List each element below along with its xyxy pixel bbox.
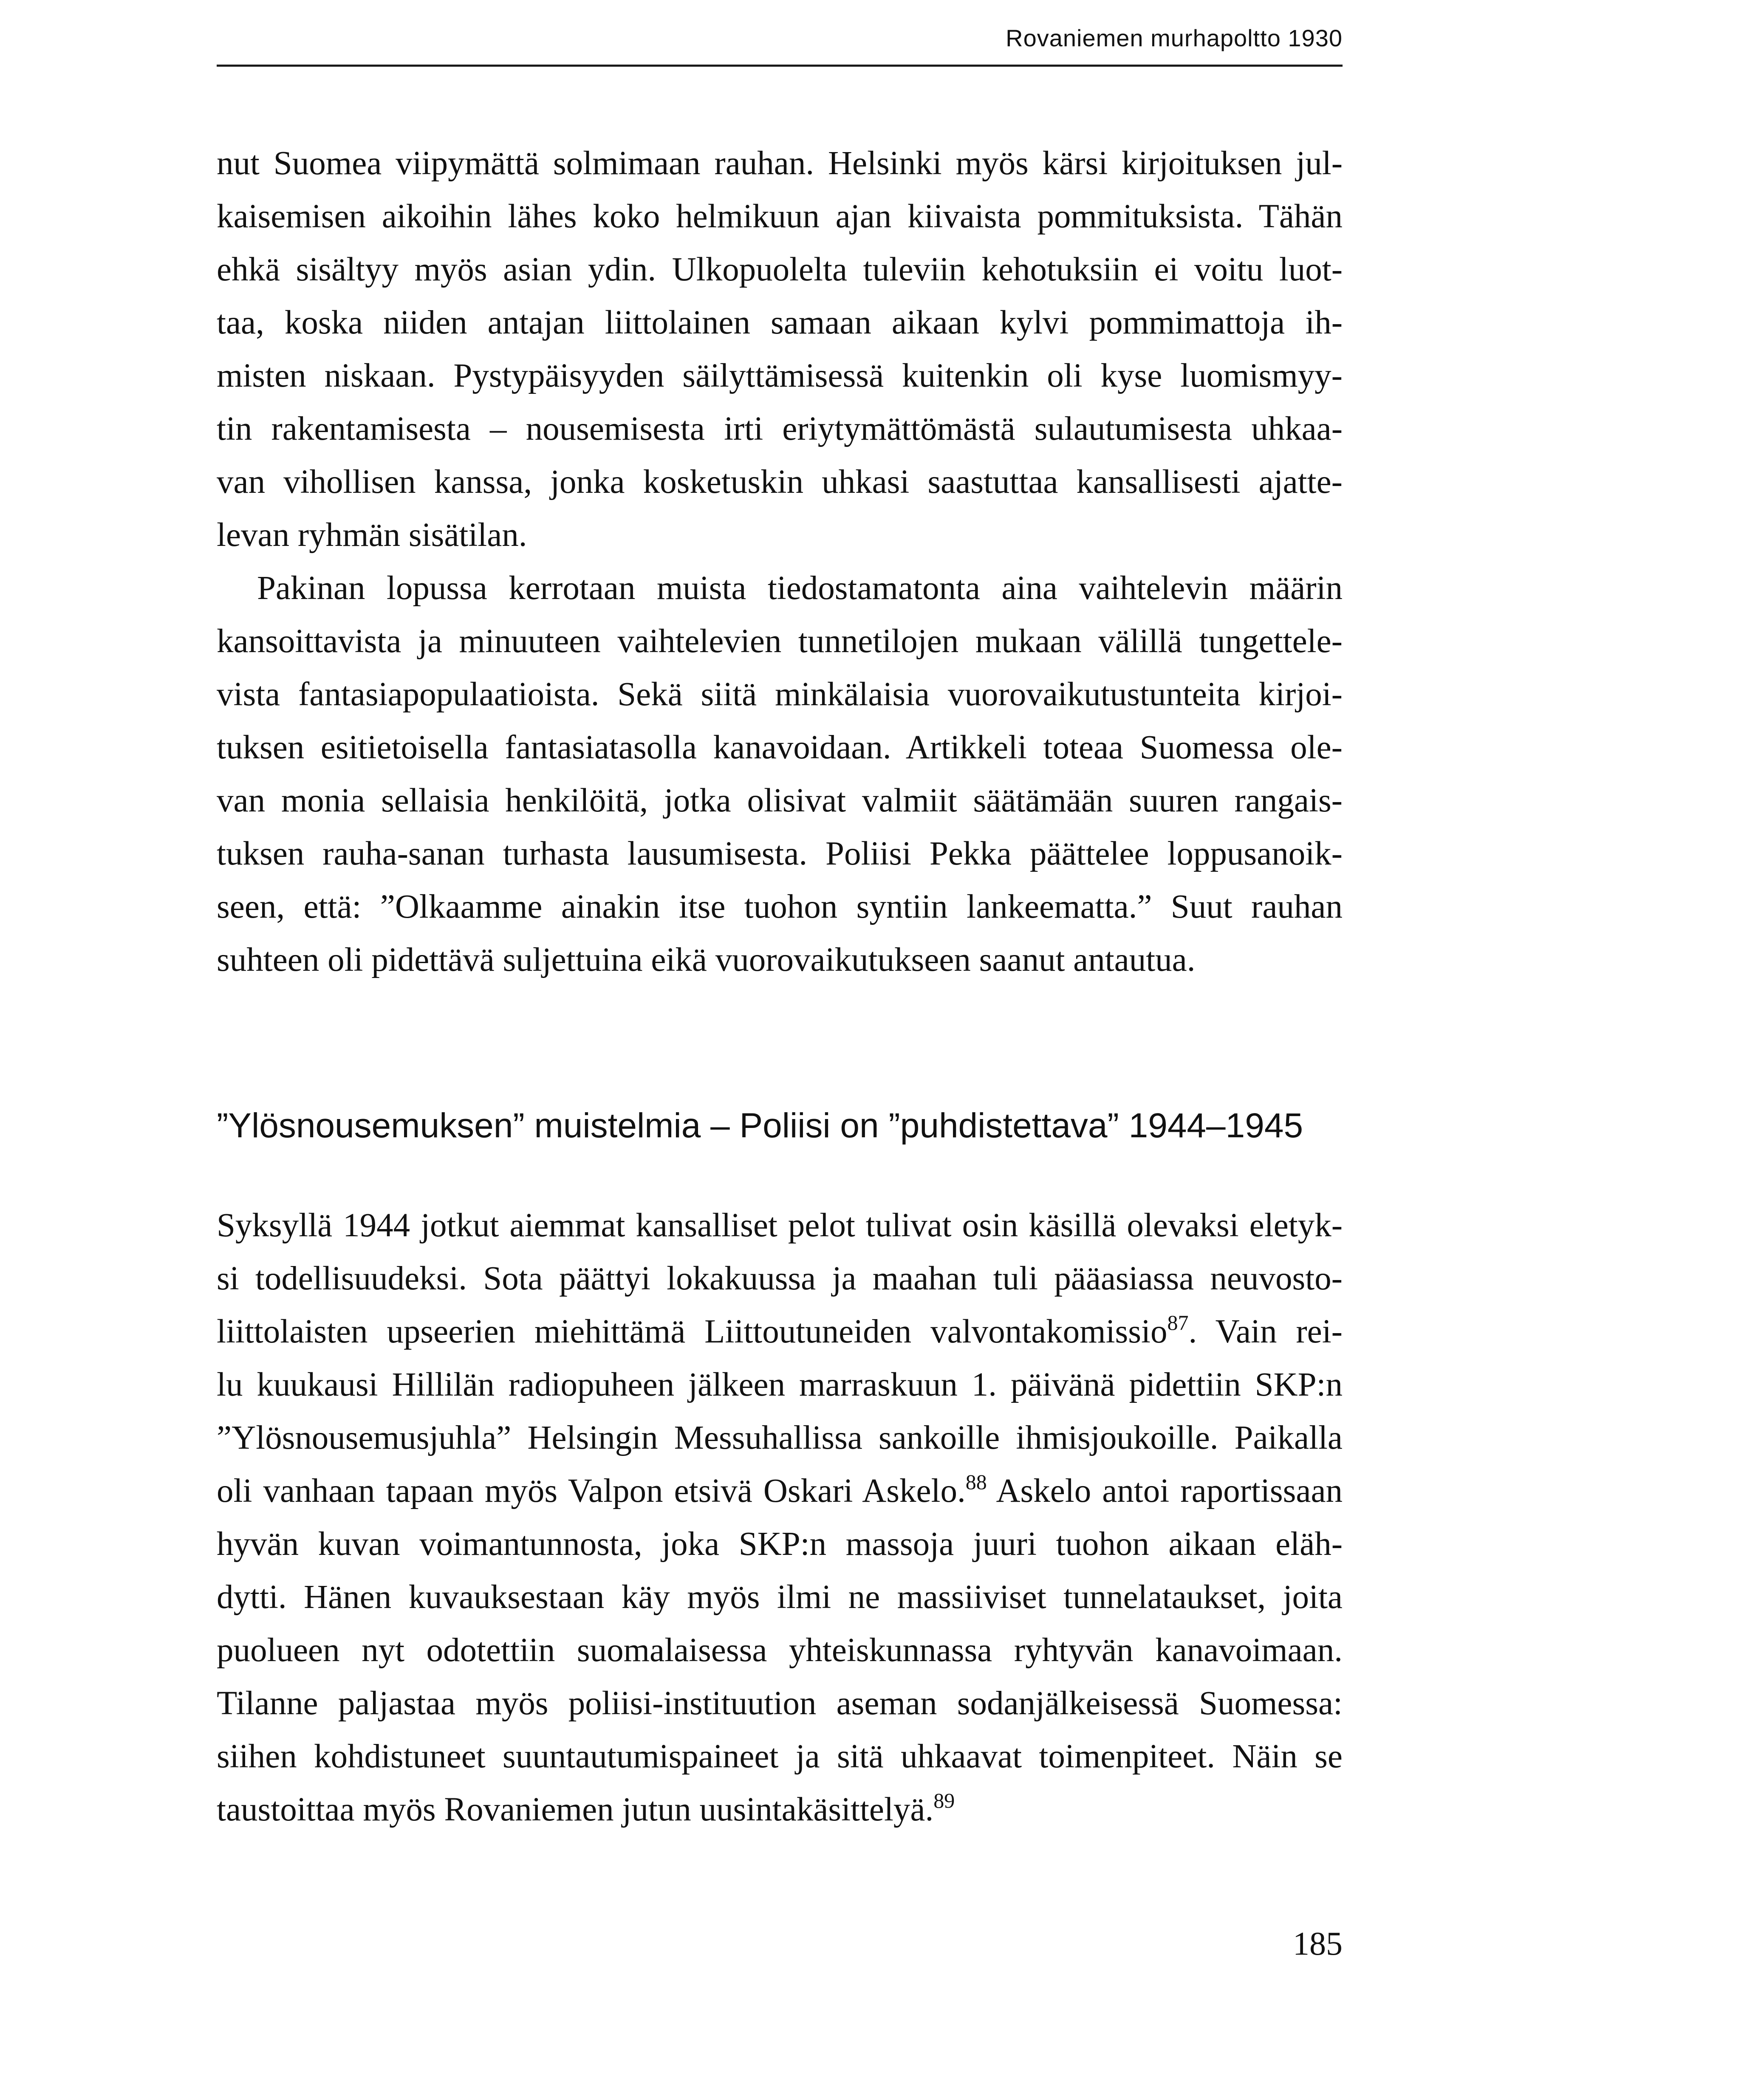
text-line: kaisemisen aikoihin lähes koko helmikuun ajan kiivaista pommituksista. Tähän — [217, 198, 1343, 235]
text-line: suhteen oli pidettävä suljettuina eikä vuorovaikutukseen saanut antautua. — [217, 941, 1196, 978]
section-heading: ”Ylösnousemuksen” muistelmia – Poliisi on ”puhdistettava” 1944–1945 — [217, 1106, 1303, 1145]
page-number: 185 — [1293, 1925, 1343, 1962]
text-segment: Askelo antoi raportissaan — [987, 1472, 1343, 1509]
text-segment: oli vanhaan tapaan myös Valpon etsivä Oskari Askelo. — [217, 1472, 966, 1509]
text-line: misten niskaan. Pystypäisyyden säilyttämisessä kuitenkin oli kyse luomismyy- — [217, 357, 1343, 394]
footnote-ref-87: 87 — [1167, 1311, 1189, 1334]
paragraph-3 — [217, 1199, 1343, 1836]
text-line: nut Suomea viipymättä solmimaan rauhan. Helsinki myös kärsi kirjoituksen jul- — [217, 145, 1343, 182]
text-line: tin rakentamisesta – nousemisesta irti eriytymättömästä sulautumisesta uhkaa- — [217, 410, 1343, 447]
header-rule — [217, 65, 1343, 67]
text-line: ”Ylösnousemusjuhla” Helsingin Messuhallissa sankoille ihmisjoukoille. Paikalla — [217, 1419, 1343, 1456]
text-line: ehkä sisältyy myös asian ydin. Ulkopuolelta tuleviin kehotuksiin ei voitu luot- — [217, 251, 1343, 288]
text-line: tuksen rauha-sanan turhasta lausumisesta. Poliisi Pekka päättelee loppusanoik- — [217, 835, 1343, 872]
text-line — [217, 1783, 1343, 1836]
text-line: levan ryhmän sisätilan. — [217, 517, 527, 554]
text-line: Tilanne paljastaa myös poliisi-instituution aseman sodanjälkeisessä Suomessa: — [217, 1685, 1343, 1722]
text-segment: taustoittaa myös Rovaniemen jutun uusintakäsittelyä. — [217, 1791, 934, 1828]
text-line: taa, koska niiden antajan liittolainen samaan aikaan kylvi pommimattoja ih- — [217, 304, 1343, 341]
footnote-ref-89: 89 — [933, 1789, 955, 1812]
footnote-ref-88: 88 — [965, 1470, 987, 1494]
text-line — [217, 1464, 1343, 1518]
paragraph-2 — [217, 562, 1343, 986]
text-line: hyvän kuvan voimantunnosta, joka SKP:n massoja juuri tuohon aikaan eläh- — [217, 1526, 1343, 1563]
text-line: kansoittavista ja minuuteen vaihtelevien tunnetilojen mukaan välillä tungettele- — [217, 623, 1343, 660]
text-segment: liittolaisten upseerien miehittämä Liittoutuneiden valvontakomissio — [217, 1313, 1168, 1350]
text-line: tuksen esitietoisella fantasiatasolla kanavoidaan. Artikkeli toteaa Suomessa ole- — [217, 729, 1343, 766]
text-line: Syksyllä 1944 jotkut aiemmat kansalliset pelot tulivat osin käsillä olevaksi eletyk- — [217, 1207, 1343, 1244]
paragraph-1 — [217, 137, 1343, 562]
text-line: dytti. Hänen kuvauksestaan käy myös ilmi ne massiiviset tunnelataukset, joita — [217, 1579, 1343, 1616]
text-line: seen, että: ”Olkaamme ainakin itse tuohon syntiin lankeematta.” Suut rauhan — [217, 888, 1343, 925]
text-line: van vihollisen kanssa, jonka kosketuskin uhkasi saastuttaa kansallisesti ajatte- — [217, 463, 1343, 500]
text-line — [217, 1305, 1343, 1358]
text-line: van monia sellaisia henkilöitä, jotka olisivat valmiit säätämään suuren rangais- — [217, 782, 1343, 819]
text-line: vista fantasiapopulaatioista. Sekä siitä minkälaisia vuorovaikutustunteita kirjoi- — [217, 676, 1343, 713]
text-line: siihen kohdistuneet suuntautumispaineet ja sitä uhkaavat toimenpiteet. Näin se — [217, 1738, 1343, 1775]
text-line: lu kuukausi Hillilän radiopuheen jälkeen marraskuun 1. päivänä pidettiin SKP:n — [217, 1366, 1343, 1403]
text-line: puolueen nyt odotettiin suomalaisessa yhteiskunnassa ryhtyvän kanavoimaan. — [217, 1632, 1343, 1669]
text-line: Pakinan lopussa kerrotaan muista tiedostamatonta aina vaihtelevin määrin — [257, 570, 1343, 607]
running-head-title: Rovaniemen murhapoltto 1930 — [1006, 25, 1343, 51]
text-line: si todellisuudeksi. Sota päättyi lokakuussa ja maahan tuli pääasiassa neuvosto- — [217, 1260, 1343, 1297]
text-segment: . Vain rei- — [1188, 1313, 1343, 1350]
